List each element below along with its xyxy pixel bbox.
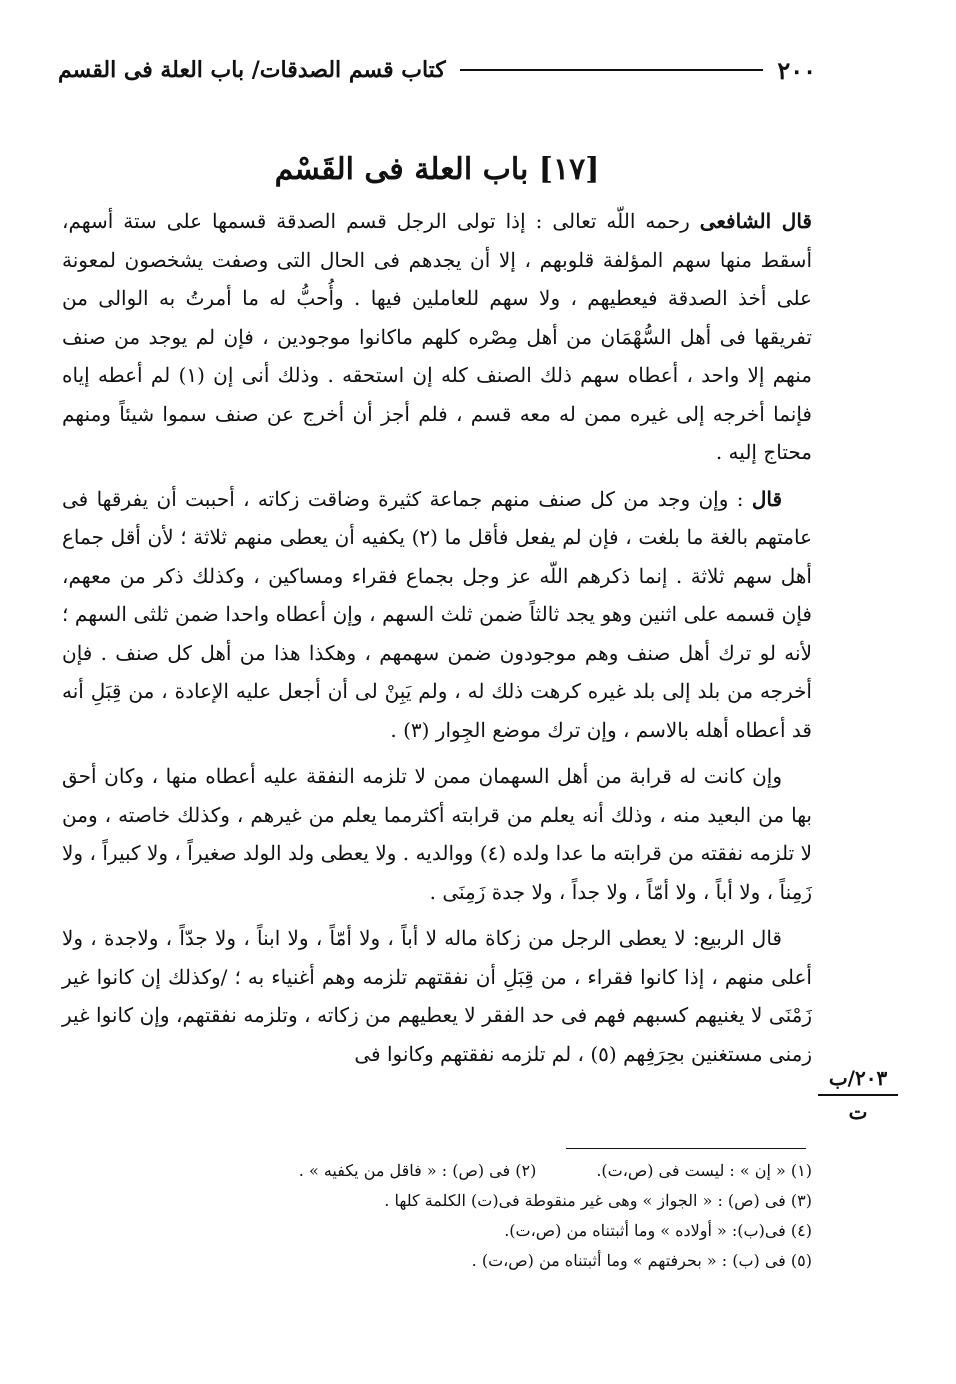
- footnote-divider: [566, 1148, 806, 1149]
- footnote-row: [200, 1156, 812, 1186]
- page-number: ٢٠٠: [777, 55, 816, 85]
- paragraph-body: قال الربيع: لا يعطى الرجل من زكاة ماله لا أباً ، ولا أمّاً ، ولا ابناً ، ولا جدّاً ، ولاجدة ، ولا أعلى منهم ، إذا كانوا فقراء ، من قِبَلِ أن نفقتهم تلزمه وهم أغنياء به ؛ /وكذلك إن كانوا غير زَمْنَى لا يغنيهم كسبهم فهم فى حد الفقر لا يعطيهم من زكاته ، وتلزمه نفقتهم، وإن كانوا غير زمنى مستغنين بحِرَفِهم (٥) ، لم تلزمه نفقتهم وكانوا فى: [62, 926, 812, 1066]
- footnote-row: [200, 1246, 812, 1276]
- header-rule: [460, 69, 764, 71]
- margin-note: [818, 1064, 898, 1126]
- paragraph-lead: قال: [751, 486, 782, 511]
- footnote-row: [200, 1216, 812, 1246]
- margin-siglum: ت: [818, 1094, 898, 1126]
- footnote-row: [200, 1186, 812, 1216]
- paragraph-lead: قال الشافعى: [699, 209, 812, 233]
- footnote-1: (١) « إن » : ليست فى (ص،ت).: [596, 1161, 812, 1180]
- chapter-title: [١٧] باب العلة فى القَسْم: [274, 152, 600, 187]
- footnote-4: (٤) فى(ب): « أولاده » وما أثبتناه من (ص،ت).: [504, 1221, 812, 1240]
- paragraph-1: [62, 202, 812, 472]
- running-title: كتاب قسم الصدقات/ باب العلة فى القسم: [58, 57, 446, 83]
- margin-folio: ٢٠٣/ب: [828, 1066, 888, 1090]
- paragraph-body: وإن كانت له قرابة من أهل السهمان ممن لا تلزمه النفقة عليه أعطاه منها ، وكان أحق بها من البعيد منه ، وذلك أنه يعلم من قرابته أكثرمما يعلم من غيرهم ، وكذلك خاصته ، ومن لا تلزمه نفقته من قرابته ما عدا ولده (٤) ووالديه . ولا يعطى ولد الولد صغيراً ، ولا كبيراً ، ولا زَمِناً ، ولا أباً ، ولا أمّاً ، ولا جداً ، ولا جدة زَمِنَى .: [62, 764, 812, 904]
- page-header: [58, 50, 816, 90]
- paragraph-4: [62, 919, 812, 1073]
- footnote-3: (٣) فى (ص) : « الجواز » وهى غير منقوطة فى(ت) الكلمة كلها .: [384, 1191, 812, 1210]
- paragraph-body: رحمه اللّه تعالى : إذا تولى الرجل قسم الصدقة قسمها على ستة أسهم، أسقط منها سهم المؤلفة قلوبهم ، إلا أن يجدهم فى الحال التى وصفت يشخصون لمعونة على أخذ الصدقة فيعطيهم ، ولا سهم للعاملين فيها . وأُحبُّ له ما أمرتُ به الوالى من تفريقها فى أهل السُّهْمَان من أهل مِصْره كلهم ماكانوا موجودين ، فإن لم يوجد من صنف منهم إلا واحد ، أعطاه سهم ذلك الصنف كله إن استحقه . وذلك أنى إن (١) لم أعطه إياه فإنما أخرجه إلى غيره ممن له معه قسم ، فلم أجز أن أخرج عن صنف سموا شيئاً ومنهم محتاج إليه .: [62, 209, 813, 464]
- paragraph-body: : وإن وجد من كل صنف منهم جماعة كثيرة وضاقت زكاته ، أحببت أن يفرقها فى عامتهم بالغة ما بلغت ، فإن لم يفعل فأقل ما (٢) يكفيه أن يعطى منهم ثلاثة ؛ لأن أقل جماع أهل سهم ثلاثة . إنما ذكرهم اللّه عز وجل بجماع فقراء ومساكين ، وكذلك ذكر من معهم، فإن قسمه على اثنين وهو يجد ثالثاً ضمن ثلث السهم ، وإن أعطاه واحدا ضمن ثلثى السهم ؛ لأنه لو ترك أهل صنف وهم موجودون ضمن سهمهم ، وهكذا هذا من أهل كل صنف . فإن أخرجه من بلد إلى بلد غيره كرهت ذلك له ، ولم يَبِنْ لى أن أجعل عليه الإعادة ، من قِبَلِ أنه قد أعطاه أهله بالاسم ، وإن ترك موضع الجِوار (٣) .: [62, 486, 813, 742]
- paragraph-2: [62, 480, 812, 750]
- footnotes: [200, 1156, 812, 1276]
- body-text: [62, 202, 812, 1081]
- paragraph-3: [62, 757, 812, 911]
- footnote-5: (٥) فى (ب) : « بحرفتهم » وما أثبتناه من (ص،ت) .: [471, 1251, 812, 1270]
- footnote-2: (٢) فى (ص) : « فاقل من يكفيه » .: [298, 1161, 537, 1180]
